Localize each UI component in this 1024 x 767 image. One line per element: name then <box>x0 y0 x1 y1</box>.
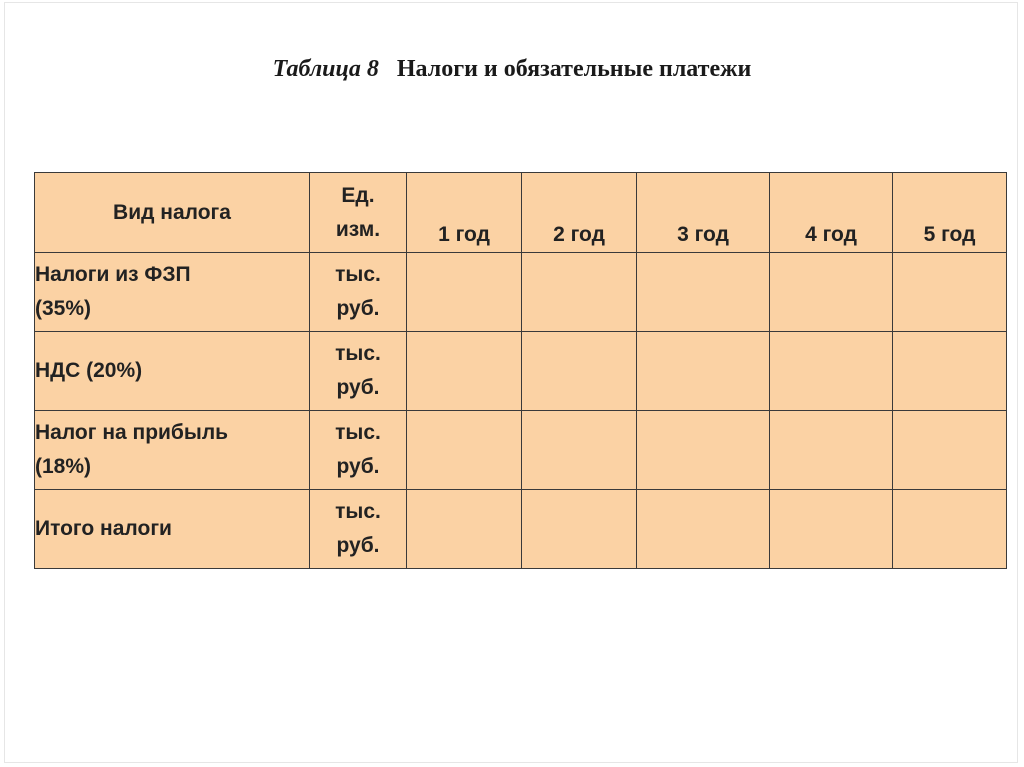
header-year-3: 3 год <box>637 173 770 253</box>
header-unit-line1: Ед. <box>341 183 375 207</box>
row-value-year-4 <box>770 332 893 411</box>
table-row <box>35 253 1007 332</box>
row-value-year-3 <box>637 253 770 332</box>
row-value-year-4 <box>770 253 893 332</box>
row-unit-line2: руб. <box>336 534 380 557</box>
row-unit-line1: тыс. <box>335 421 381 444</box>
row-tax-name <box>35 253 310 332</box>
row-value-year-1 <box>407 490 522 569</box>
header-tax-type: Вид налога <box>35 173 310 253</box>
row-value-year-2 <box>522 490 637 569</box>
table-title: Налоги и обязательные платежи <box>396 56 752 82</box>
row-tax-name-line2: (35%) <box>35 297 92 320</box>
table-row <box>35 490 1007 569</box>
header-year-1: 1 год <box>407 173 522 253</box>
row-tax-name-line1: НДС (20%) <box>35 359 143 382</box>
table-row <box>35 411 1007 490</box>
row-tax-name-line1: Налоги из ФЗП <box>35 263 191 286</box>
header-unit-line2: изм. <box>335 217 381 241</box>
row-value-year-3 <box>637 490 770 569</box>
row-unit-line1: тыс. <box>335 263 381 286</box>
row-unit <box>310 490 407 569</box>
header-unit <box>310 173 407 253</box>
row-value-year-5 <box>893 411 1007 490</box>
row-value-year-2 <box>522 411 637 490</box>
row-value-year-4 <box>770 411 893 490</box>
row-value-year-5 <box>893 253 1007 332</box>
row-unit-line2: руб. <box>336 376 380 399</box>
row-value-year-1 <box>407 332 522 411</box>
row-unit-line1: тыс. <box>335 342 381 365</box>
row-value-year-5 <box>893 332 1007 411</box>
header-row <box>35 173 1007 253</box>
row-value-year-1 <box>407 253 522 332</box>
row-value-year-4 <box>770 490 893 569</box>
row-tax-name-line1: Итого налоги <box>35 517 172 540</box>
row-tax-name <box>35 332 310 411</box>
table-number: Таблица 8 <box>272 56 379 82</box>
row-value-year-3 <box>637 332 770 411</box>
row-value-year-5 <box>893 490 1007 569</box>
row-unit <box>310 253 407 332</box>
row-value-year-3 <box>637 411 770 490</box>
table-caption <box>0 56 1024 83</box>
row-tax-name <box>35 490 310 569</box>
row-tax-name <box>35 411 310 490</box>
tax-table <box>34 172 1007 569</box>
row-value-year-2 <box>522 253 637 332</box>
header-year-2: 2 год <box>522 173 637 253</box>
row-value-year-1 <box>407 411 522 490</box>
row-unit <box>310 332 407 411</box>
row-tax-name-line1: Налог на прибыль <box>35 421 229 444</box>
header-year-4: 4 год <box>770 173 893 253</box>
table-row <box>35 332 1007 411</box>
row-unit-line1: тыс. <box>335 500 381 523</box>
header-year-5: 5 год <box>893 173 1007 253</box>
row-value-year-2 <box>522 332 637 411</box>
row-unit-line2: руб. <box>336 455 380 478</box>
row-unit <box>310 411 407 490</box>
row-unit-line2: руб. <box>336 297 380 320</box>
row-tax-name-line2: (18%) <box>35 455 92 478</box>
